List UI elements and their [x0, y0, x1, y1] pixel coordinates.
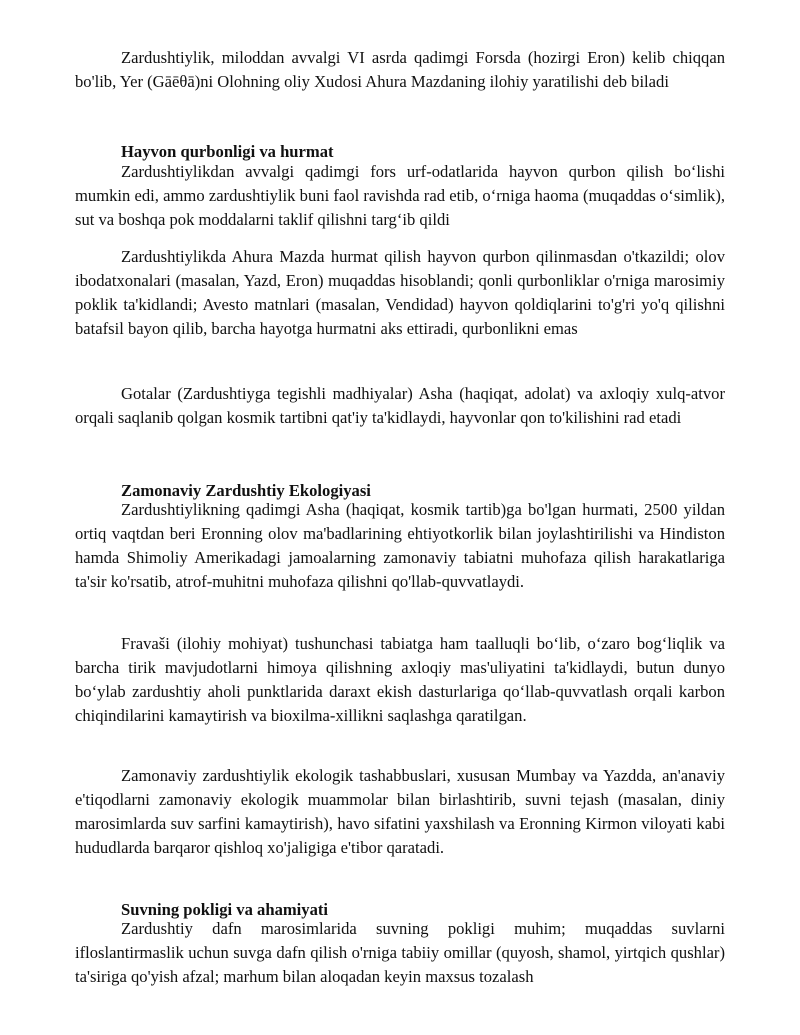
heading-modern-ecology: Zamonaviy Zardushtiy Ekologiyasi [121, 481, 371, 500]
paragraph-animal-sacrifice: Zardushtiylikdan avvalgi qadimgi fors urf-odatlarida hayvon qurbon qilish bo‘lishi mumkin edi, ammo zardushtiylik buni faol ravishda rad etib, o‘rniga haoma (muqaddas o‘simlik), sut va boshqa pok moddalarni taklif qilishni targ‘ib qildi [75, 162, 725, 229]
paragraph-water-purity: Zardushtiy dafn marosimlarida suvning pokligi muhim; muqaddas suvlarni ifloslantirmaslik uchun suvga dafn qilish o'rniga tabiiy omillar (quyosh, shamol, yirtqich qushlar) ta'siriga qo'yish afzal; marhum bilan aloqadan keyin maxsus tozalash [75, 919, 725, 986]
paragraph-ahura-mazda: Zardushtiylikda Ahura Mazda hurmat qilish hayvon qurbon qilinmasdan o'tkazildi; olov ibodatxonalari (masalan, Yazd, Eron) muqaddas hisoblandi; qonli qurbonliklar o'rniga marosimiy poklik ta'kidlandi; Avesto matnlari (masalan, Vendidad) hayvon qoldiqlarini to'g'ri yo'q qilishni batafsil bayon qilib, barcha hayotga hurmatni aks ettiradi, qurbonlikni emas [75, 247, 725, 338]
paragraph-ecological-initiatives: Zamonaviy zardushtiylik ekologik tashabbuslari, xususan Mumbay va Yazdda, an'anaviy e'tiqodlarni zamonaviy ekologik muammolar bilan birlashtirib, suvni tejash (masalan, diniy marosimlarda suv sarfini kamaytirish), havo sifatini yaxshilash va Eronning Kirmon viloyati kabi hududlarda barqaror qishloq xo'jaligiga e'tibor qaratadi. [75, 766, 725, 857]
paragraph-intro: Zardushtiylik, miloddan avvalgi VI asrda qadimgi Forsda (hozirgi Eron) kelib chiqqan bo'lib, Yer (Gāēθā)ni Olohning oliy Xudosi Ahura Mazdaning ilohiy yaratilishi deb biladi [75, 48, 725, 91]
heading-water-purity: Suvning pokligi va ahamiyati [121, 900, 329, 919]
heading-animal-sacrifice: Hayvon qurbonligi va hurmat [121, 142, 334, 161]
paragraph-gathas: Gotalar (Zardushtiyga tegishli madhiyalar) Asha (haqiqat, adolat) va axloqiy xulq-atvor orqali saqlanib qolgan kosmik tartibni qat'iy ta'kidlaydi, hayvonlar qon to'kilishini rad etadi [75, 384, 725, 427]
paragraph-modern-ecology: Zardushtiylikning qadimgi Asha (haqiqat, kosmik tartib)ga bo'lgan hurmati, 2500 yildan ortiq vaqtdan beri Eronning olov ma'badlarining ehtiyotkorlik bilan joylashtirilishi va Hindiston hamda Shimoliy Amerikadagi jamoalarning zamonaviy tabiatni muhofaza qilish harakatlariga ta'sir ko'rsatib, atrof-muhitni muhofaza qilishni qo'llab-quvvatlaydi. [75, 500, 725, 591]
paragraph-fravashi: Fravaši (ilohiy mohiyat) tushunchasi tabiatga ham taalluqli bo‘lib, o‘zaro bog‘liqlik va barcha tirik mavjudotlarni himoya qilishning axloqiy mas'uliyatini ta'kidlaydi, butun dunyo bo‘ylab zardushtiy aholi punktlarida daraxt ekish dasturlariga qo‘llab-quvvatlash orqali karbon chiqindilarini kamaytirish va bioxilma-xillikni saqlashga qaratilgan. [75, 634, 725, 725]
